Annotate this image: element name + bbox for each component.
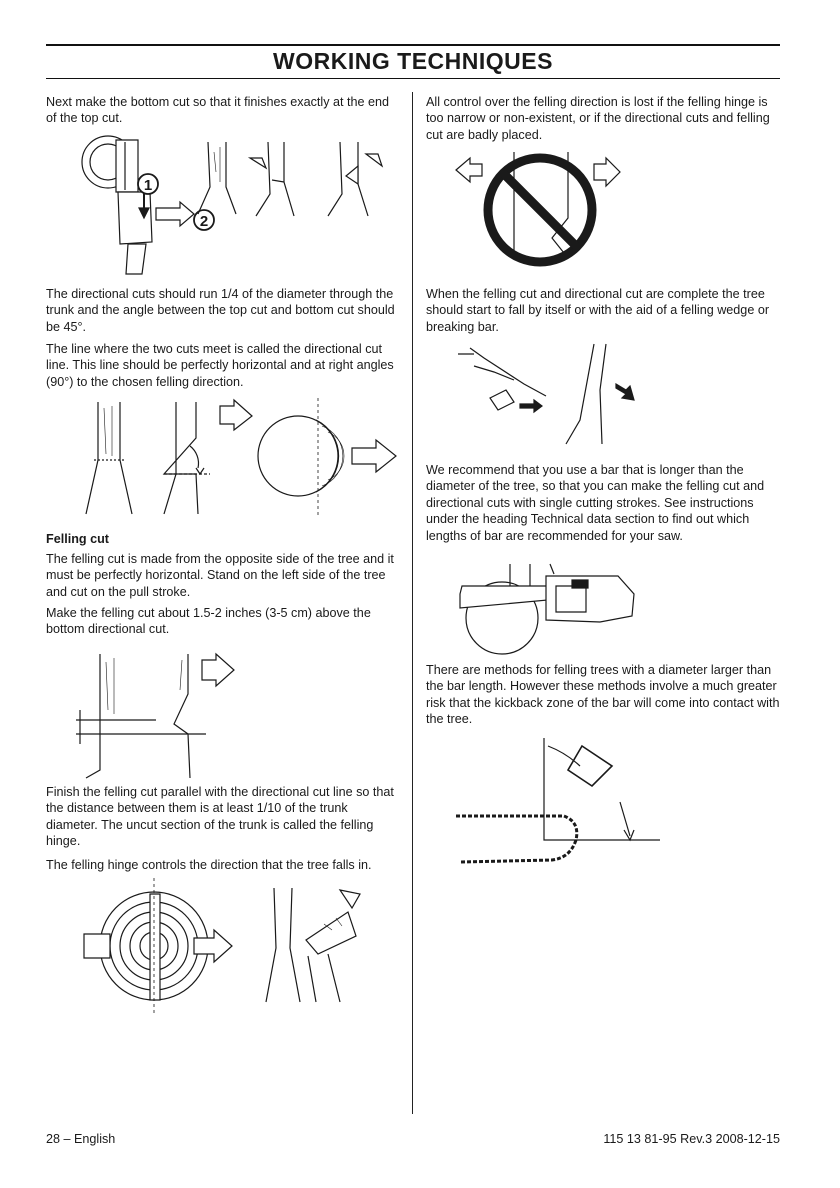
kickback-zone-figure — [452, 736, 672, 876]
prohibited-cut-figure — [452, 148, 632, 278]
column-divider — [412, 92, 413, 1114]
document-reference: 115 13 81-95 Rev.3 2008-12-15 — [603, 1132, 780, 1146]
header-rule-bottom — [46, 78, 780, 79]
page-title: WORKING TECHNIQUES — [273, 48, 553, 74]
directional-cut-angle-text: The directional cuts should run 1/4 of the diameter through the trunk and the angle between the top cut and bottom cut should be 45°. — [46, 287, 395, 334]
header-rule-top — [46, 44, 780, 46]
step-2-label: 2 — [199, 213, 209, 230]
felling-cut-heading: Felling cut — [46, 532, 109, 546]
felling-hinge-text: Finish the felling cut parallel with the directional cut line so that the distance between them is at least 1/10 of the trunk diameter. The uncut section of the trunk is called the felling hinge. — [46, 785, 394, 849]
wedge-and-bar-figure — [454, 340, 654, 450]
felling-cut-text: The felling cut is made from the opposite side of the tree and it must be perfectly horizontal. Stand on the left side of the tree and cut on the pull stroke. — [46, 552, 394, 599]
hinge-direction-text: The felling hinge controls the direction that the tree falls in. — [46, 858, 372, 872]
bottom-cut-figure — [70, 132, 410, 282]
bar-length-text: We recommend that you use a bar that is longer than the diameter of the tree, so that you can make the felling cut and directional cuts with single cutting strokes. See instructions under the heading Technical data section to find out which lengths of bar are recommended for your saw. — [426, 463, 765, 543]
saw-on-trunk-figure — [450, 560, 650, 660]
felling-hinge-figure — [84, 878, 384, 1013]
directional-cut-line-text: The line where the two cuts meet is called the directional cut line. This line should be perfectly horizontal and at right angles (90°) to the chosen felling direction. — [46, 342, 394, 389]
large-diameter-text: There are methods for felling trees with a diameter larger than the bar length. However these methods involve a much greater risk that the kickback zone of the bar will come into contact with the tree. — [426, 663, 780, 727]
felling-cut-figure — [66, 650, 266, 780]
felling-cut-height-text: Make the felling cut about 1.5-2 inches (3-5 cm) above the bottom directional cut. — [46, 606, 371, 637]
tree-falls-text: When the felling cut and directional cut are complete the tree should start to fall by itself or with the aid of a felling wedge or breaking bar. — [426, 287, 770, 334]
step-1-label: 1 — [143, 177, 153, 194]
directional-cut-figure — [86, 398, 406, 518]
lost-control-text: All control over the felling direction is lost if the felling hinge is too narrow or non-existent, or if the directional cuts and felling cut are badly placed. — [426, 95, 770, 142]
bottom-cut-text: Next make the bottom cut so that it finishes exactly at the end of the top cut. — [46, 95, 390, 126]
page-number: 28 – English — [46, 1132, 116, 1146]
